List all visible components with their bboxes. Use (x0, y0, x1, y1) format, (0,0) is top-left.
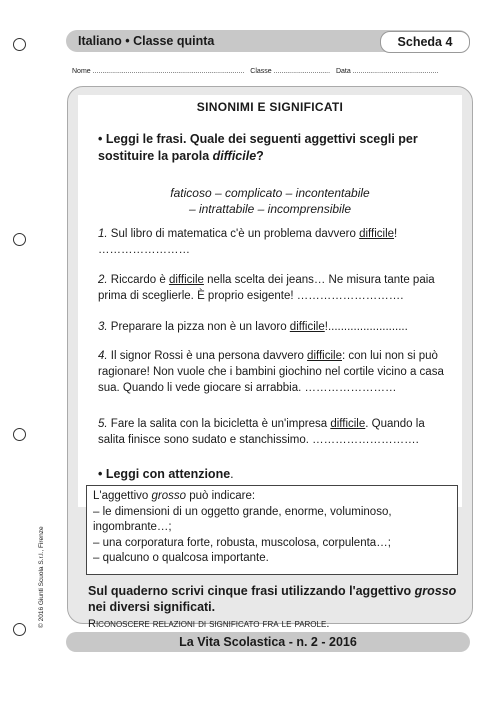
binder-hole (13, 623, 26, 636)
learning-objective: Riconoscere relazioni di significato fra le parole. (88, 618, 330, 630)
sentence-text: Preparare la pizza non è un lavoro (107, 321, 290, 333)
binder-hole (13, 428, 26, 441)
sentence-3 (98, 319, 446, 335)
sentence-number: 4. (98, 350, 108, 362)
sentence-5 (98, 416, 446, 448)
sentence-text: Il signor Rossi è una persona davvero (107, 350, 308, 362)
exercise-panel (67, 86, 473, 630)
header-bar (66, 30, 470, 52)
date-field[interactable]: Data ............................................ (335, 68, 439, 75)
sentence-1 (98, 226, 446, 258)
adjective-list (78, 185, 462, 217)
adjective-line-2: – intrattabile – incomprensibile (188, 202, 352, 216)
definition-line: – qualcuno o qualcosa importante. (93, 552, 269, 564)
sentence-text[interactable]: nella scelta dei jeans… Ne misura tante paia prima di sceglierle. È proprio esigente! ………………………. (98, 274, 435, 302)
target-word: difficile (359, 228, 395, 240)
sentence-2 (98, 272, 446, 304)
exercise-card (78, 95, 462, 507)
sentence-number: 2. (98, 274, 108, 286)
definition-word: grosso (151, 490, 186, 502)
worksheet-title: SINONIMI E SIGNIFICATI (196, 100, 344, 114)
definition-intro-text: L'aggettivo (93, 490, 152, 502)
instruction (98, 131, 446, 165)
name-field[interactable]: Nome .............................................................................. (72, 68, 245, 75)
target-word: difficile (289, 321, 325, 333)
sentence-text[interactable]: !......................... (324, 321, 408, 333)
target-word: difficile (307, 350, 342, 362)
sentence-number: 3. (98, 321, 108, 333)
sentence-number: 5. (98, 418, 108, 430)
footer-bar: La Vita Scolastica - n. 2 - 2016 (66, 632, 470, 652)
instruction-word: difficile (212, 149, 257, 163)
final-task-text: Sul quaderno scrivi cinque frasi utilizzando l'aggettivo (88, 584, 415, 598)
target-word: difficile (168, 274, 204, 286)
definition-intro (87, 486, 457, 505)
target-word: difficile (330, 418, 366, 430)
class-field[interactable]: Classe ............................. (250, 68, 331, 75)
binder-hole (13, 38, 26, 51)
binder-hole (13, 233, 26, 246)
definition-intro-text: può indicare: (186, 490, 256, 502)
sentence-text[interactable]: ! …………………… (98, 228, 398, 256)
sentence-text[interactable]: . Quando la salita finisce sono sudato e stanchissimo. ………………………. (98, 418, 425, 446)
instruction-text: • Leggi le frasi. Quale dei seguenti aggettivi scegli per sostituire la parola (98, 132, 418, 163)
final-task-text: nei diversi significati. (88, 600, 216, 614)
instruction-end: ? (256, 149, 264, 163)
sentence-text: Riccardo è (107, 274, 169, 286)
definition-line: – una corporatura forte, robusta, muscolosa, corpulenta…; (93, 536, 391, 549)
instruction-read-end: . (230, 467, 234, 481)
sentence-text: Sul libro di matematica c'è un problema davvero (107, 228, 360, 240)
subject-label: Italiano • Classe quinta (78, 34, 215, 48)
sentence-number: 1. (98, 228, 108, 240)
definition-box (86, 485, 458, 575)
adjective-line-1: faticoso – complicato – incontentabile (170, 186, 370, 200)
instruction-read (98, 467, 234, 481)
sentence-text: Fare la salita con la bicicletta è un'impresa (107, 418, 331, 430)
sentence-4 (98, 348, 446, 396)
sheet-label: Scheda 4 (380, 31, 470, 53)
instruction-read-text: • Leggi con attenzione (98, 467, 231, 481)
final-task (88, 583, 458, 615)
student-fields (72, 68, 442, 75)
definition-line: – le dimensioni di un oggetto grande, enorme, voluminoso, ingombrante…; (93, 505, 392, 533)
sentence-text[interactable]: : con lui non si può ragionare! Non vuole che i bambini giochino nel cortile vicino a casa sua. Quando li vede giocare si arrabbia. …………………… (98, 350, 444, 394)
copyright-credit: © 2016 Giunti Scuola S.r.l., Firenze (38, 526, 45, 628)
final-task-word: grosso (414, 584, 457, 598)
